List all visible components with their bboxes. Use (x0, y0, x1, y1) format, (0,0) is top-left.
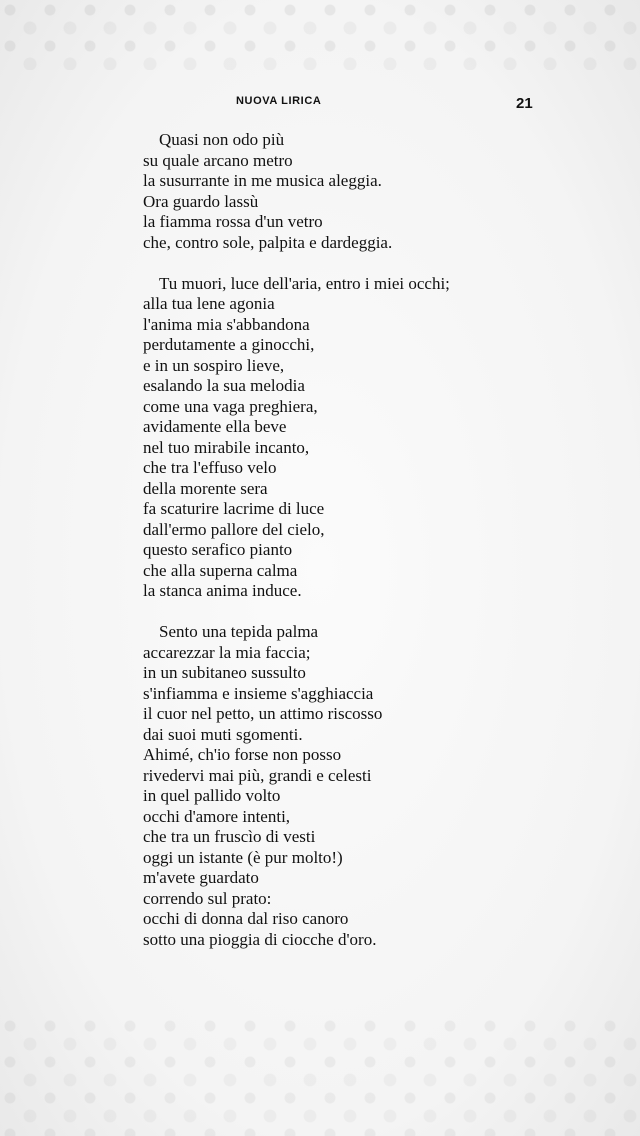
verse-line: correndo sul prato: (143, 888, 272, 908)
verse-line: e in un sospiro lieve, (143, 355, 285, 375)
verse-line: accarezzar la mia faccia; (143, 642, 311, 662)
verse-line: questo serafico pianto (143, 540, 293, 559)
poem (143, 130, 523, 950)
verse-line: Ora guardo lassù (143, 191, 259, 211)
verse-line: che tra un fruscìo di vesti (143, 827, 316, 846)
verse-line: su quale arcano metro (143, 150, 293, 170)
verse-line: che tra l'effuso velo (143, 458, 277, 477)
verse-line: Sento una tepida palma (159, 622, 319, 641)
verse-line: dall'ermo pallore del cielo, (143, 519, 325, 539)
page-number: 21 (516, 95, 533, 112)
verse-line: rivedervi mai più, grandi e celesti (143, 765, 372, 785)
verse-line: occhi d'amore intenti, (143, 806, 291, 826)
stanza-break (143, 602, 523, 623)
verse-line: Tu muori, luce dell'aria, entro i miei occhi; (159, 273, 450, 293)
verse-line: che, contro sole, palpita e dardeggia. (143, 232, 393, 252)
verse-line: della morente sera (143, 478, 268, 498)
verse-line: oggi un istante (è pur molto!) (143, 847, 343, 867)
page-edge-texture-top (0, 0, 640, 70)
verse-line: l'anima mia s'abbandona (143, 314, 310, 334)
verse-line: alla tua lene agonia (143, 294, 275, 313)
verse-line: dai suoi muti sgomenti. (143, 724, 303, 744)
verse-line: s'infiamma e insieme s'agghiaccia (143, 683, 374, 703)
verse-line: fa scaturire lacrime di luce (143, 499, 325, 518)
verse-line: avidamente ella beve (143, 417, 287, 436)
verse-line: perdutamente a ginocchi, (143, 335, 315, 354)
stanza-break (143, 253, 523, 274)
verse-line: in quel pallido volto (143, 786, 281, 805)
stanza-2 (143, 274, 523, 602)
verse-line: Quasi non odo più (159, 130, 285, 149)
verse-line: la stanca anima induce. (143, 581, 302, 600)
verse-line: in un subitaneo sussulto (143, 663, 306, 682)
page-edge-texture-bottom (0, 1016, 640, 1136)
verse-line: m'avete guardato (143, 868, 259, 887)
verse-line: nel tuo mirabile incanto, (143, 437, 310, 457)
verse-line: esalando la sua melodia (143, 376, 305, 395)
verse-line: occhi di donna dal riso canoro (143, 909, 349, 928)
running-head: NUOVA LIRICA (236, 95, 322, 107)
verse-line: sotto una pioggia di ciocche d'oro. (143, 929, 377, 949)
verse-line: come una vaga preghiera, (143, 396, 318, 416)
verse-line: il cuor nel petto, un attimo riscosso (143, 704, 383, 723)
stanza-3 (143, 622, 523, 950)
stanza-1 (143, 130, 523, 253)
verse-line: che alla superna calma (143, 560, 298, 580)
verse-line: Ahimé, ch'io forse non posso (143, 745, 342, 764)
verse-line: la fiamma rossa d'un vetro (143, 212, 323, 231)
verse-line: la susurrante in me musica aleggia. (143, 171, 382, 190)
